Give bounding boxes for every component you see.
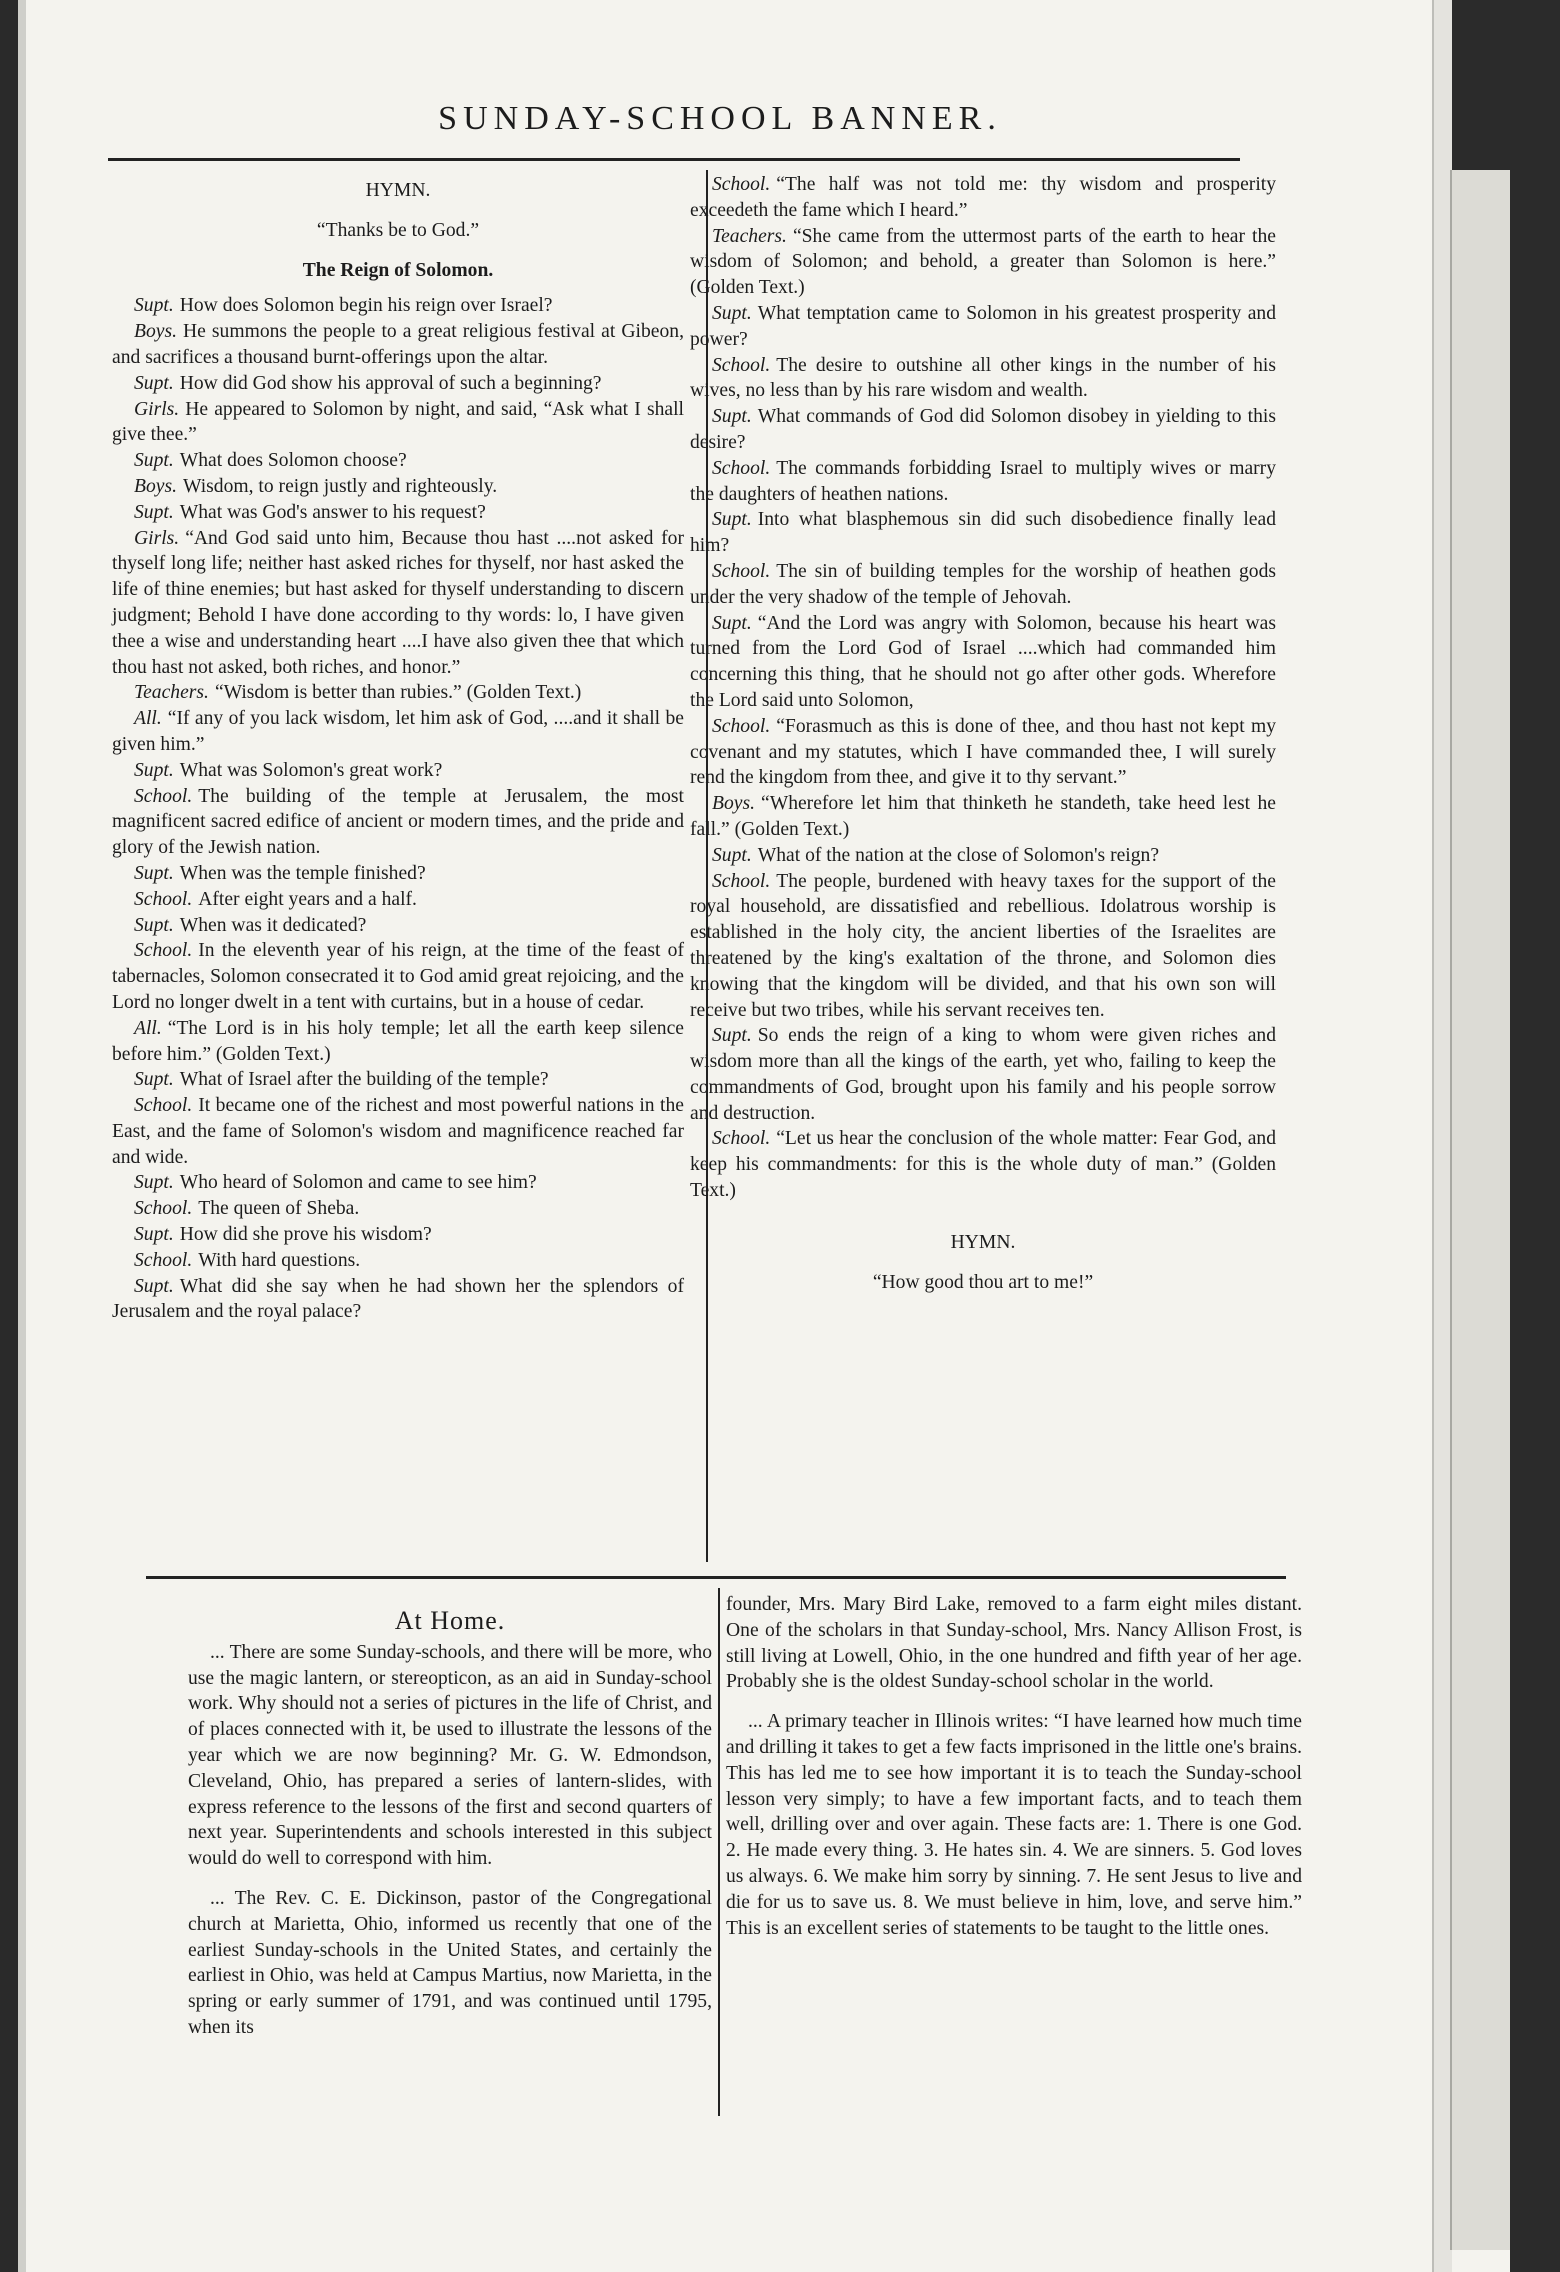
speaker-label: Supt. bbox=[712, 509, 752, 531]
line-text: What temptation came to Solomon in his greatest prosperity and power? bbox=[690, 302, 1276, 350]
reading-left-line bbox=[112, 1170, 684, 1196]
speaker-label: Supt. bbox=[134, 501, 174, 523]
line-text: What does Solomon choose? bbox=[179, 450, 407, 472]
reading-left-line bbox=[112, 913, 684, 939]
speaker-label: Supt. bbox=[712, 844, 752, 866]
speaker-label: School. bbox=[134, 940, 193, 962]
reading-left-line bbox=[112, 1067, 684, 1093]
line-text: The queen of Sheba. bbox=[198, 1198, 360, 1220]
line-text: What of the nation at the close of Solomon's reign? bbox=[757, 844, 1160, 866]
reading-left-line bbox=[112, 448, 684, 474]
line-text: “The half was not told me: thy wisdom and prosperity exceedeth the fame which I heard.” bbox=[690, 174, 1276, 221]
line-text: “If any of you lack wisdom, let him ask of God, ....and it shall be given him.” bbox=[112, 708, 684, 755]
masthead-rule bbox=[108, 158, 1240, 161]
reading-right-line bbox=[690, 224, 1276, 301]
speaker-label: School. bbox=[712, 457, 771, 479]
reading-right-line bbox=[690, 507, 1276, 559]
reading-left-line bbox=[112, 887, 684, 913]
line-text: With hard questions. bbox=[198, 1249, 361, 1271]
speaker-label: Supt. bbox=[134, 1224, 174, 1246]
reading-left-line bbox=[112, 1222, 684, 1248]
reading-left-line bbox=[112, 706, 684, 758]
speaker-label: Supt. bbox=[712, 302, 752, 324]
reading-right-line bbox=[690, 559, 1276, 611]
speaker-label: School. bbox=[712, 174, 771, 195]
page-edge-stack bbox=[1450, 170, 1512, 2250]
line-text: What commands of God did Solomon disobey in yielding to this desire? bbox=[690, 406, 1276, 453]
responsive-reading-left bbox=[112, 293, 684, 1325]
speaker-label: Supt. bbox=[134, 372, 174, 394]
speaker-label: Girls. bbox=[134, 398, 180, 420]
line-text: It became one of the richest and most powerful nations in the East, and the fame of Solomon's wisdom and magnificence reached far and wide. bbox=[112, 1095, 684, 1168]
line-text: Wisdom, to reign justly and righteously. bbox=[183, 475, 498, 497]
line-text: He appeared to Solomon by night, and said, “Ask what I shall give thee.” bbox=[112, 398, 684, 446]
scan-background-right bbox=[1510, 170, 1560, 2272]
reading-left-line bbox=[112, 397, 684, 449]
at-home-title: At Home. bbox=[394, 1606, 506, 1635]
line-text: The desire to outshine all other kings in the number of his wives, no less than by his rare wisdom and wealth. bbox=[690, 354, 1276, 402]
reading-left-line bbox=[112, 293, 684, 319]
closing-hymn-title: “How good thou art to me!” bbox=[872, 1271, 1094, 1293]
reading-left-line bbox=[112, 474, 684, 500]
lesson-column-left bbox=[112, 178, 684, 1325]
line-text: When was the temple finished? bbox=[179, 862, 426, 884]
line-text: Into what blasphemous sin did such disobedience finally lead him? bbox=[690, 509, 1276, 557]
at-home-paragraph: ... The Rev. C. E. Dickinson, pastor of the Congregational church at Marietta, Ohio, informed us recently that one of the earliest Sunday-schools in the United States, and certainly the earliest in Ohio, was held at Campus Martius, now Marietta, in the spring or early summer of 1791, and was continued until 1795, when its bbox=[188, 1887, 712, 2038]
line-text: “Forasmuch as this is done of thee, and thou hast not kept my covenant and my statutes, which I have commanded thee, I will surely rend the kingdom from thee, and give it to thy servant.” bbox=[690, 715, 1276, 789]
speaker-label: Boys. bbox=[712, 793, 755, 815]
speaker-label: All. bbox=[134, 1017, 162, 1039]
speaker-label: School. bbox=[134, 1095, 193, 1117]
speaker-label: School. bbox=[134, 888, 193, 910]
book-binding-shadow bbox=[0, 0, 18, 2272]
line-text: What was Solomon's great work? bbox=[179, 759, 443, 781]
speaker-label: School. bbox=[134, 785, 193, 807]
book-binding-gutter bbox=[18, 0, 26, 2272]
line-text: What did she say when he had shown her the splendors of Jerusalem and the royal palace? bbox=[112, 1275, 684, 1323]
speaker-label: School. bbox=[712, 560, 771, 582]
reading-right-line bbox=[690, 172, 1276, 224]
at-home-paragraph: founder, Mrs. Mary Bird Lake, removed to a farm eight miles distant. One of the scholars in that Sunday-school, Mrs. Nancy Allison Frost, is still living at Lowell, Ohio, in the one hundred and fifth year of her age. Probably she is the oldest Sunday-school scholar in the world. bbox=[726, 1594, 1302, 1693]
reading-right-line bbox=[690, 1126, 1276, 1203]
section-rule bbox=[146, 1576, 1286, 1579]
line-text: “And God said unto him, Because thou hast ....not asked for thyself long life; neither hast asked riches for thyself, nor hast asked the life of thine enemies; but hast asked for thyself understanding to discern judgment; Behold I have done according to thy words: lo, I have given thee a wise and understanding heart ....I have also given thee that which thou hast not asked, both riches, and honor.” bbox=[112, 527, 684, 678]
line-text: How did God show his approval of such a beginning? bbox=[179, 372, 602, 394]
line-text: When was it dedicated? bbox=[179, 914, 367, 936]
speaker-label: Supt. bbox=[134, 295, 174, 317]
speaker-label: Supt. bbox=[134, 914, 174, 936]
reading-left-line bbox=[112, 319, 684, 371]
at-home-column-right bbox=[726, 1592, 1302, 1941]
line-text: The commands forbidding Israel to multiply wives or marry the daughters of heathen nations. bbox=[690, 457, 1276, 505]
reading-right-line bbox=[690, 456, 1276, 508]
reading-right-line bbox=[690, 404, 1276, 456]
reading-left-line bbox=[112, 861, 684, 887]
speaker-label: Supt. bbox=[134, 1172, 174, 1194]
reading-left-line bbox=[112, 1016, 684, 1068]
speaker-label: Girls. bbox=[134, 527, 180, 549]
speaker-label: Supt. bbox=[712, 612, 752, 634]
line-text: How did she prove his wisdom? bbox=[179, 1224, 432, 1246]
speaker-label: Supt. bbox=[712, 406, 752, 428]
closing-hymn-label: HYMN. bbox=[950, 1231, 1016, 1253]
line-text: What of Israel after the building of the temple? bbox=[179, 1069, 549, 1091]
speaker-label: Supt. bbox=[134, 759, 174, 781]
reading-left-line bbox=[112, 758, 684, 784]
reading-left-line bbox=[112, 784, 684, 861]
hymn-label: HYMN. bbox=[365, 180, 431, 201]
line-text: “And the Lord was angry with Solomon, because his heart was turned from the Lord God of Israel ....which had commanded him concerning this thing, that he should not go after other gods. Wherefore the Lord said unto Solomon, bbox=[690, 612, 1276, 711]
at-home-paragraph: ... A primary teacher in Illinois writes: “I have learned how much time and drilling it takes to get a few facts imprisoned in the little one's brains. This has led me to see how important it is to teach the Sunday-school lesson very simply; to have a few important facts, and to teach them well, drilling over and over again. These facts are: 1. There is one God. 2. He made every thing. 3. He hates sin. 4. We are sinners. 5. God loves us always. 6. We make him sorry by sinning. 7. He sent Jesus to live and die for us to save us. 8. We must believe in him, love, and serve him.” This is an excellent series of statements to be taught to the little ones. bbox=[726, 1711, 1302, 1939]
at-home-column-left bbox=[188, 1608, 712, 2041]
speaker-label: Boys. bbox=[134, 321, 177, 343]
reading-left-line bbox=[112, 938, 684, 1015]
masthead-title: SUNDAY-SCHOOL BANNER. bbox=[438, 100, 1002, 137]
speaker-label: School. bbox=[712, 354, 771, 376]
at-home-paragraph: ... There are some Sunday-schools, and there will be more, who use the magic lantern, or stereopticon, as an aid in Sunday-school work. Why should not a series of pictures in the life of Christ, and of places connected with it, be used to illustrate the lessons of the year which we are now beginning? Mr. G. W. Edmondson, Cleveland, Ohio, has prepared a series of lantern-slides, with express reference to the lessons of the first and second quarters of next year. Superintendents and schools interested in this subject would do well to correspond with him. bbox=[188, 1641, 712, 1870]
reading-left-line bbox=[112, 526, 684, 681]
reading-right-line bbox=[690, 1023, 1276, 1126]
line-text: “She came from the uttermost parts of the earth to hear the wisdom of Solomon; and behold, a greater than Solomon is here.” (Golden Text.) bbox=[690, 225, 1276, 299]
line-text: The building of the temple at Jerusalem, the most magnificent sacred edifice of ancient or modern times, and the pride and glory of the Jewish nation. bbox=[112, 785, 684, 859]
speaker-label: School. bbox=[134, 1198, 193, 1220]
reading-right-line bbox=[690, 301, 1276, 353]
speaker-label: Teachers. bbox=[134, 682, 209, 704]
reading-left-line bbox=[112, 1248, 684, 1274]
reading-left-line bbox=[112, 1196, 684, 1222]
responsive-reading-right bbox=[690, 172, 1276, 1204]
reading-right-line bbox=[690, 611, 1276, 714]
at-home-column-divider bbox=[718, 1588, 720, 2116]
line-text: “Wherefore let him that thinketh he standeth, take heed lest he fall.” (Golden Text.) bbox=[690, 793, 1276, 840]
speaker-label: Teachers. bbox=[712, 225, 787, 247]
reading-right-line bbox=[690, 843, 1276, 869]
speaker-label: All. bbox=[134, 708, 162, 730]
hymn-title: “Thanks be to God.” bbox=[316, 219, 480, 241]
page-edge bbox=[1432, 0, 1452, 2272]
reading-right-line bbox=[690, 353, 1276, 405]
reading-left-line bbox=[112, 500, 684, 526]
reading-right-line bbox=[690, 714, 1276, 791]
line-text: How does Solomon begin his reign over Israel? bbox=[179, 295, 553, 317]
line-text: Who heard of Solomon and came to see him? bbox=[179, 1172, 537, 1194]
speaker-label: School. bbox=[134, 1249, 193, 1271]
line-text: So ends the reign of a king to whom were given riches and wisdom more than all the kings of the earth, yet who, failing to keep the commandments of God, brought upon his family and his people sorrow and destruction. bbox=[690, 1025, 1276, 1124]
reading-left-line bbox=[112, 1274, 684, 1326]
line-text: “Let us hear the conclusion of the whole matter: Fear God, and keep his commandments: for this is the whole duty of man.” (Golden Text.) bbox=[690, 1128, 1276, 1202]
reading-right-line bbox=[690, 791, 1276, 843]
speaker-label: Supt. bbox=[134, 1275, 174, 1297]
speaker-label: School. bbox=[712, 715, 771, 737]
line-text: In the eleventh year of his reign, at the time of the feast of tabernacles, Solomon consecrated it to God amid great rejoicing, and the Lord no longer dwelt in a tent with curtains, but in a house of cedar. bbox=[112, 940, 684, 1013]
section-title: The Reign of Solomon. bbox=[302, 259, 494, 281]
line-text: “The Lord is in his holy temple; let all the earth keep silence before him.” (Golden Text.) bbox=[112, 1017, 684, 1065]
lesson-column-right bbox=[690, 172, 1276, 1295]
reading-left-line bbox=[112, 1093, 684, 1170]
speaker-label: School. bbox=[712, 870, 771, 892]
line-text: What was God's answer to his request? bbox=[179, 501, 486, 523]
reading-left-line bbox=[112, 680, 684, 706]
line-text: After eight years and a half. bbox=[198, 888, 417, 910]
reading-right-line bbox=[690, 869, 1276, 1024]
speaker-label: Supt. bbox=[134, 1069, 174, 1091]
reading-left-line bbox=[112, 371, 684, 397]
at-home-paragraphs-left bbox=[188, 1640, 712, 2041]
line-text: He summons the people to a great religious festival at Gibeon, and sacrifices a thousand burnt-offerings upon the altar. bbox=[112, 321, 684, 368]
speaker-label: Supt. bbox=[134, 862, 174, 884]
speaker-label: Boys. bbox=[134, 475, 177, 497]
speaker-label: Supt. bbox=[712, 1025, 752, 1047]
line-text: “Wisdom is better than rubies.” (Golden Text.) bbox=[214, 682, 582, 704]
speaker-label: School. bbox=[712, 1128, 771, 1150]
at-home-paragraphs-right bbox=[726, 1592, 1302, 1941]
line-text: The sin of building temples for the worship of heathen gods under the very shadow of the temple of Jehovah. bbox=[690, 560, 1276, 608]
speaker-label: Supt. bbox=[134, 450, 174, 472]
line-text: The people, burdened with heavy taxes for the support of the royal household, are dissatisfied and rebellious. Idolatrous worship is established in the holy city, the ancient liberties of the Israelites are threatened by the king's exaltation of the throne, and Solomon dies knowing that the kingdom will be divided, and that his own son will receive but two tribes, while his servant receives ten. bbox=[690, 870, 1276, 1021]
